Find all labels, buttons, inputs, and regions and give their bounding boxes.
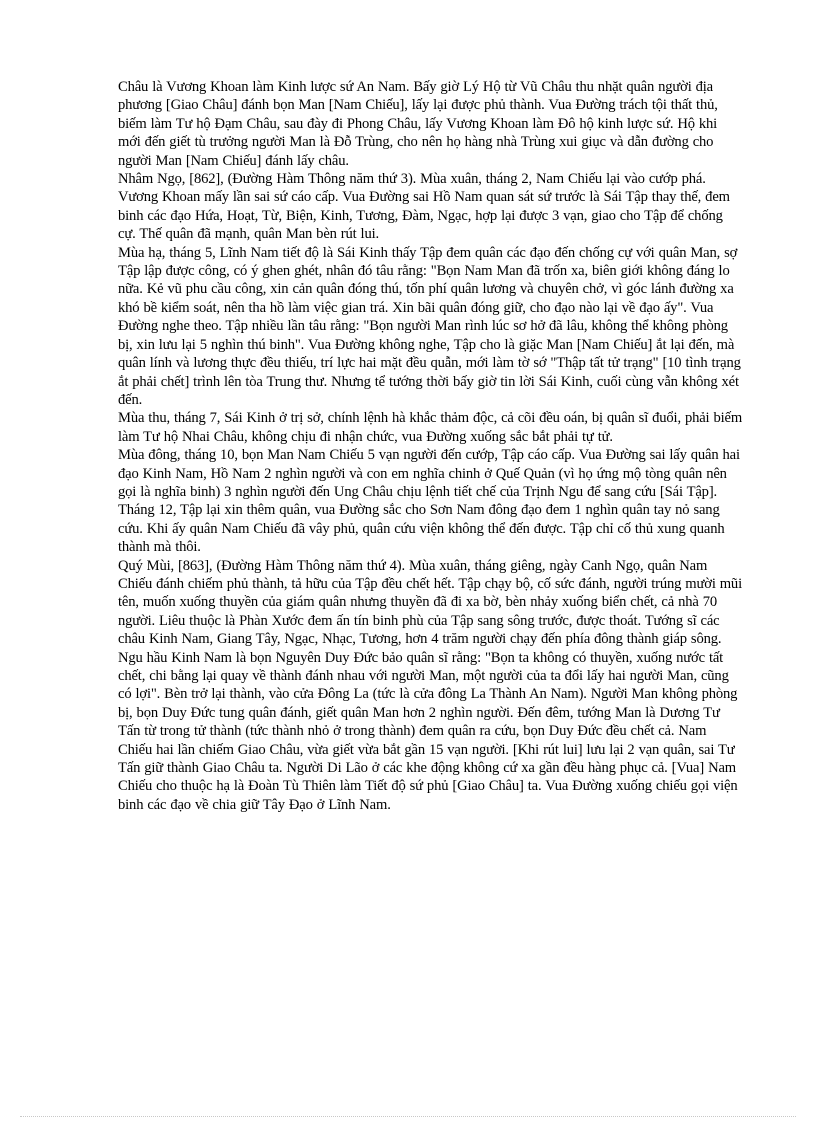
paragraph-1: Châu là Vương Khoan làm Kinh lược sứ An Nam. Bấy giờ Lý Hộ từ Vũ Châu thu nhặt quân người địa phương [Giao Châu] đánh bọn Man [Nam Chiếu], lấy lại được phủ thành. Vua Đường trách tội thất thủ, biếm làm Tư hộ Đạm Châu, sau đày đi Phong Châu, lấy Vương Khoan làm Đô hộ kinh lược sứ. Hộ khi mới đến giết tù trưởng người Man là Đỗ Trùng, cho nên họ hàng nhà Trùng xui giục và dẫn đường cho người Man [Nam Chiếu] đánh lấy châu. [118, 79, 718, 169]
paragraph-5: Mùa đông, tháng 10, bọn Man Nam Chiếu 5 vạn người đến cướp, Tập cáo cấp. Vua Đường sai lấy quân hai đạo Kinh Nam, Hồ Nam 2 nghìn người và con em nghĩa chinh ở Quế Quản (vì họ ứng mộ tòng quân nên gọi là nghĩa binh) 3 nghìn người đến Ung Châu chịu lệnh tiết chế của Trịnh Ngu để sang cứu [Sái Tập]. Tháng 12, Tập lại xin thêm quân, vua Đường sắc cho Sơn Nam đông đạo đem 1 nghìn quân tay nỏ sang cứu. Khi ấy quân Nam Chiếu đã vây phủ, quân cứu viện không thể đến được. Tập chỉ cố thủ xung quanh thành mà thôi. [118, 447, 740, 556]
page-bottom-border [20, 1116, 796, 1117]
paragraph-2: Nhâm Ngọ, [862], (Đường Hàm Thông năm thứ 3). Mùa xuân, tháng 2, Nam Chiếu lại vào cướp phá. Vương Khoan mấy lần sai sứ cáo cấp. Vua Đường sai Hồ Nam quan sát sứ trước là Sái Tập thay thế, đem binh các đạo Hứa, Hoạt, Từ, Biện, Kinh, Tương, Đàm, Ngạc, hợp lại được 3 vạn, giao cho Tập để chống cự. Thế quân đã mạnh, quân Man bèn rút lui. [118, 171, 730, 243]
paragraph-6: Quý Mùi, [863], (Đường Hàm Thông năm thứ 4). Mùa xuân, tháng giêng, ngày Canh Ngọ, quân Nam Chiếu đánh chiếm phủ thành, tả hữu của Tập đều chết hết. Tập chạy bộ, cố sức đánh, người trúng mười mũi tên, muốn xuống thuyền của giám quân nhưng thuyền đã đi xa bờ, bèn nhảy xuống biển chết, cả nhà 70 người. Liêu thuộc là Phàn Xước đem ấn tín binh phù của Tập sang sông trước, được thoát. Tướng sĩ các châu Kinh Nam, Giang Tây, Ngạc, Nhạc, Tương, hơn 4 trăm người chạy đến phía đông thành giáp sông. Ngu hầu Kinh Nam là bọn Nguyên Duy Đức bảo quân sĩ rằng: "Bọn ta không có thuyền, xuống nước tất chết, chi bằng lại quay về thành đánh nhau với người Man, một người của ta đổi lấy hai người Man, cũng có lợi". Bèn trở lại thành, vào cửa Đông La (tức là cửa đông La Thành An Nam). Người Man không phòng bị, bọn Duy Đức tung quân đánh, giết quân Man hơn 2 nghìn người. Đến đêm, tướng Man là Dương Tư Tấn từ trong tử thành (tức thành nhỏ ở trong thành) đem quân ra cứu, bọn Duy Đức đều chết cả. Nam Chiếu hai lần chiếm Giao Châu, vừa giết vừa bắt gần 15 vạn người. [Khi rút lui] lưu lại 2 vạn quân, sai Tư Tấn giữ thành Giao Châu ta. Người Di Lão ở các khe động không cứ xa gần đều hàng phục cả. [Vua] Nam Chiếu cho thuộc hạ là Đoàn Tù Thiên làm Tiết độ sứ phủ [Giao Châu] ta. Vua Đường xuống chiếu gọi viện binh các đạo về chia giữ Tây Đạo ở Lĩnh Nam. [118, 557, 742, 813]
body-text [118, 78, 743, 814]
paragraph-4: Mùa thu, tháng 7, Sái Kinh ở trị sở, chính lệnh hà khắc thảm độc, cả cõi đều oán, bị quân sĩ đuổi, phải biếm làm Tư hộ Nhai Châu, không chịu đi nhận chức, vua Đường xuống sắc bắt phải tự tử. [118, 410, 743, 445]
paragraph-3: Mùa hạ, tháng 5, Lĩnh Nam tiết độ là Sái Kinh thấy Tập đem quân các đạo đến chống cự với quân Man, sợ Tập lập được công, có ý ghen ghét, nhân đó tâu rằng: "Bọn Nam Man đã trốn xa, biên giới không đáng lo nữa. Kẻ vũ phu cầu công, xin cản quân đóng thú, tốn phí quân lương và chuyên chở, vì góc lánh đường xa khó bề kiểm soát, nên tha hồ làm việc gian trá. Xin bãi quân đóng giữ, cho đạo nào lại về đạo ấy". Vua Đường nghe theo. Tập nhiều lần tâu rằng: "Bọn người Man rình lúc sơ hở đã lâu, không thể không phòng bị, xin lưu lại 5 nghìn thú binh". Vua Đường không nghe, Tập cho là giặc Man [Nam Chiếu] ắt lại đến, mà quân lính và lương thực đều thiếu, trí lực hai mặt đều quẫn, mới làm tờ sớ "Thập tất tử trạng" [10 tình trạng ắt phải chết] trình lên tòa Trung thư. Nhưng tể tướng thời bấy giờ tin lời Sái Kinh, cuối cùng vẫn không xét đến. [118, 244, 741, 408]
